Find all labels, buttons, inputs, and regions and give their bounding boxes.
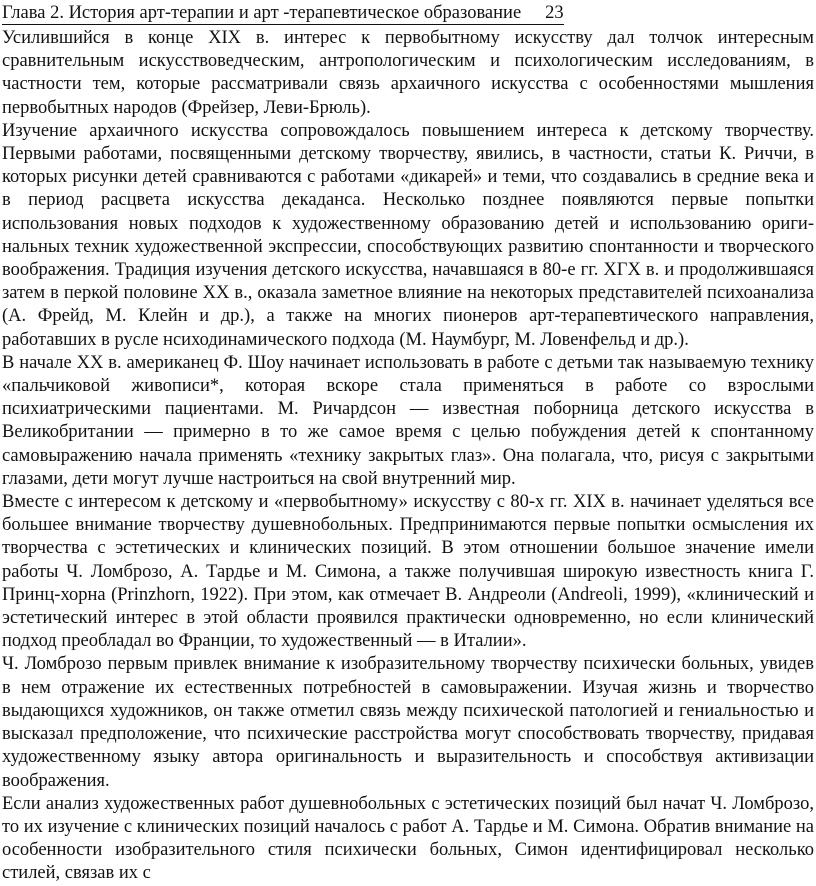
paragraph: Изучение архаичного искусства сопровождалось повышением интереса к детскому творчеству. Первыми работами, посвященными детскому творчеству, явились, в частности, статьи К. Риччи, в которых рисунки детей сравниваются с работами «дикарей» и теми, что создавались в средние века и в период расцвета искусства декаданса. Несколько позднее появляются первые попытки использования новых подходов к художественному образованию детей и использованию оригинальных техник художественной экспрессии, способствующих развитию спонтанности и творческого воображения. Традиция изучения детского искусства, начавшаяся в 80-е гг. ХГХ в. и продолжившаяся затем в перкой половине XX в., оказала заметное влияние на некоторых представителей психоанализа (А. Фрейд, М. Клейн и др.), а также на многих пионеров арт-терапевтического направления, работавших в русле нсиходинамического подхода (М. Наумбург, М. Ловенфельд и др.). — [2, 120, 814, 350]
page-number: 23 — [545, 3, 564, 23]
paragraph: Усилившийся в конце XIX в. интерес к первобытному искусству дал толчок интересным сравнительным искусствоведческим, антропологическим и психологическим исследованиям, в частности тем, которые рассматривали связь архаичного искусства с особенностями мышления первобытных народов (Фрейзер, Леви-Брюль). — [2, 28, 814, 118]
running-header — [2, 2, 564, 25]
paragraph: Ч. Ломброзо первым привлек внимание к изобразительному творчеству психически больных, увидев в нем отражение их естественных потребностей в самовыражении. Изучая жизнь и творчество выдающихся художников, он также отметил связь между психической патологией и гениальностью и высказал предположение, что психические расстройства могут способствовать творчеству, придавая художественному языку автора оригинальность и выразительность и способствуя активизации воображения. — [2, 654, 814, 791]
paragraph: Вместе с интересом к детскому и «первобытному» искусству с 80-х гг. XIX в. начинает уделяться все большее внимание творчеству душевнобольных. Предпринимаются первые попытки осмысления их творчества с эстетических и клинических позиций. В этом отношении большое значение имели работы Ч. Ломброзо, А. Тардье и М. Симона, а также получившая широкую известность книга Г. Принц-хорна (Prinzhorn, 1922). При этом, как отмечает В. Андреоли (Andreoli, 1999), «клинический и эстетический интерес в этой области проявился практически одновременно, но если клинический подход преобладал во Франции, то художественный — в Италии». — [2, 492, 814, 652]
paragraph: Если анализ художественных работ душевнобольных с эстетических позиций был начат Ч. Ломброзо, то их изучение с клинических позиций началось с работ А. Тардье и М. Симона. Обратив внимание на особенности изобразительного стиля психически больных, Симон идентифицировал несколько стилей, связав их с — [2, 793, 814, 884]
chapter-title: Глава 2. История арт-терапии и арт -терапевтическое образование — [2, 3, 522, 23]
paragraph: В начале XX в. американец Ф. Шоу начинает использовать в работе с детьми так называемую технику «пальчиковой живописи*, которая вскоре стала применяться в работе со взрослыми психиатрическими пациентами. М. Ричардсон — известная поборница детского искусства в Великобритании — примерно в то же самое время с целью побуждения детей к спонтанному самовыражению начала применять «технику закрытых глаз». Она полагала, что, рисуя с закрытыми глазами, дети могут лучше настроиться на свой внутренний мир. — [2, 352, 814, 489]
